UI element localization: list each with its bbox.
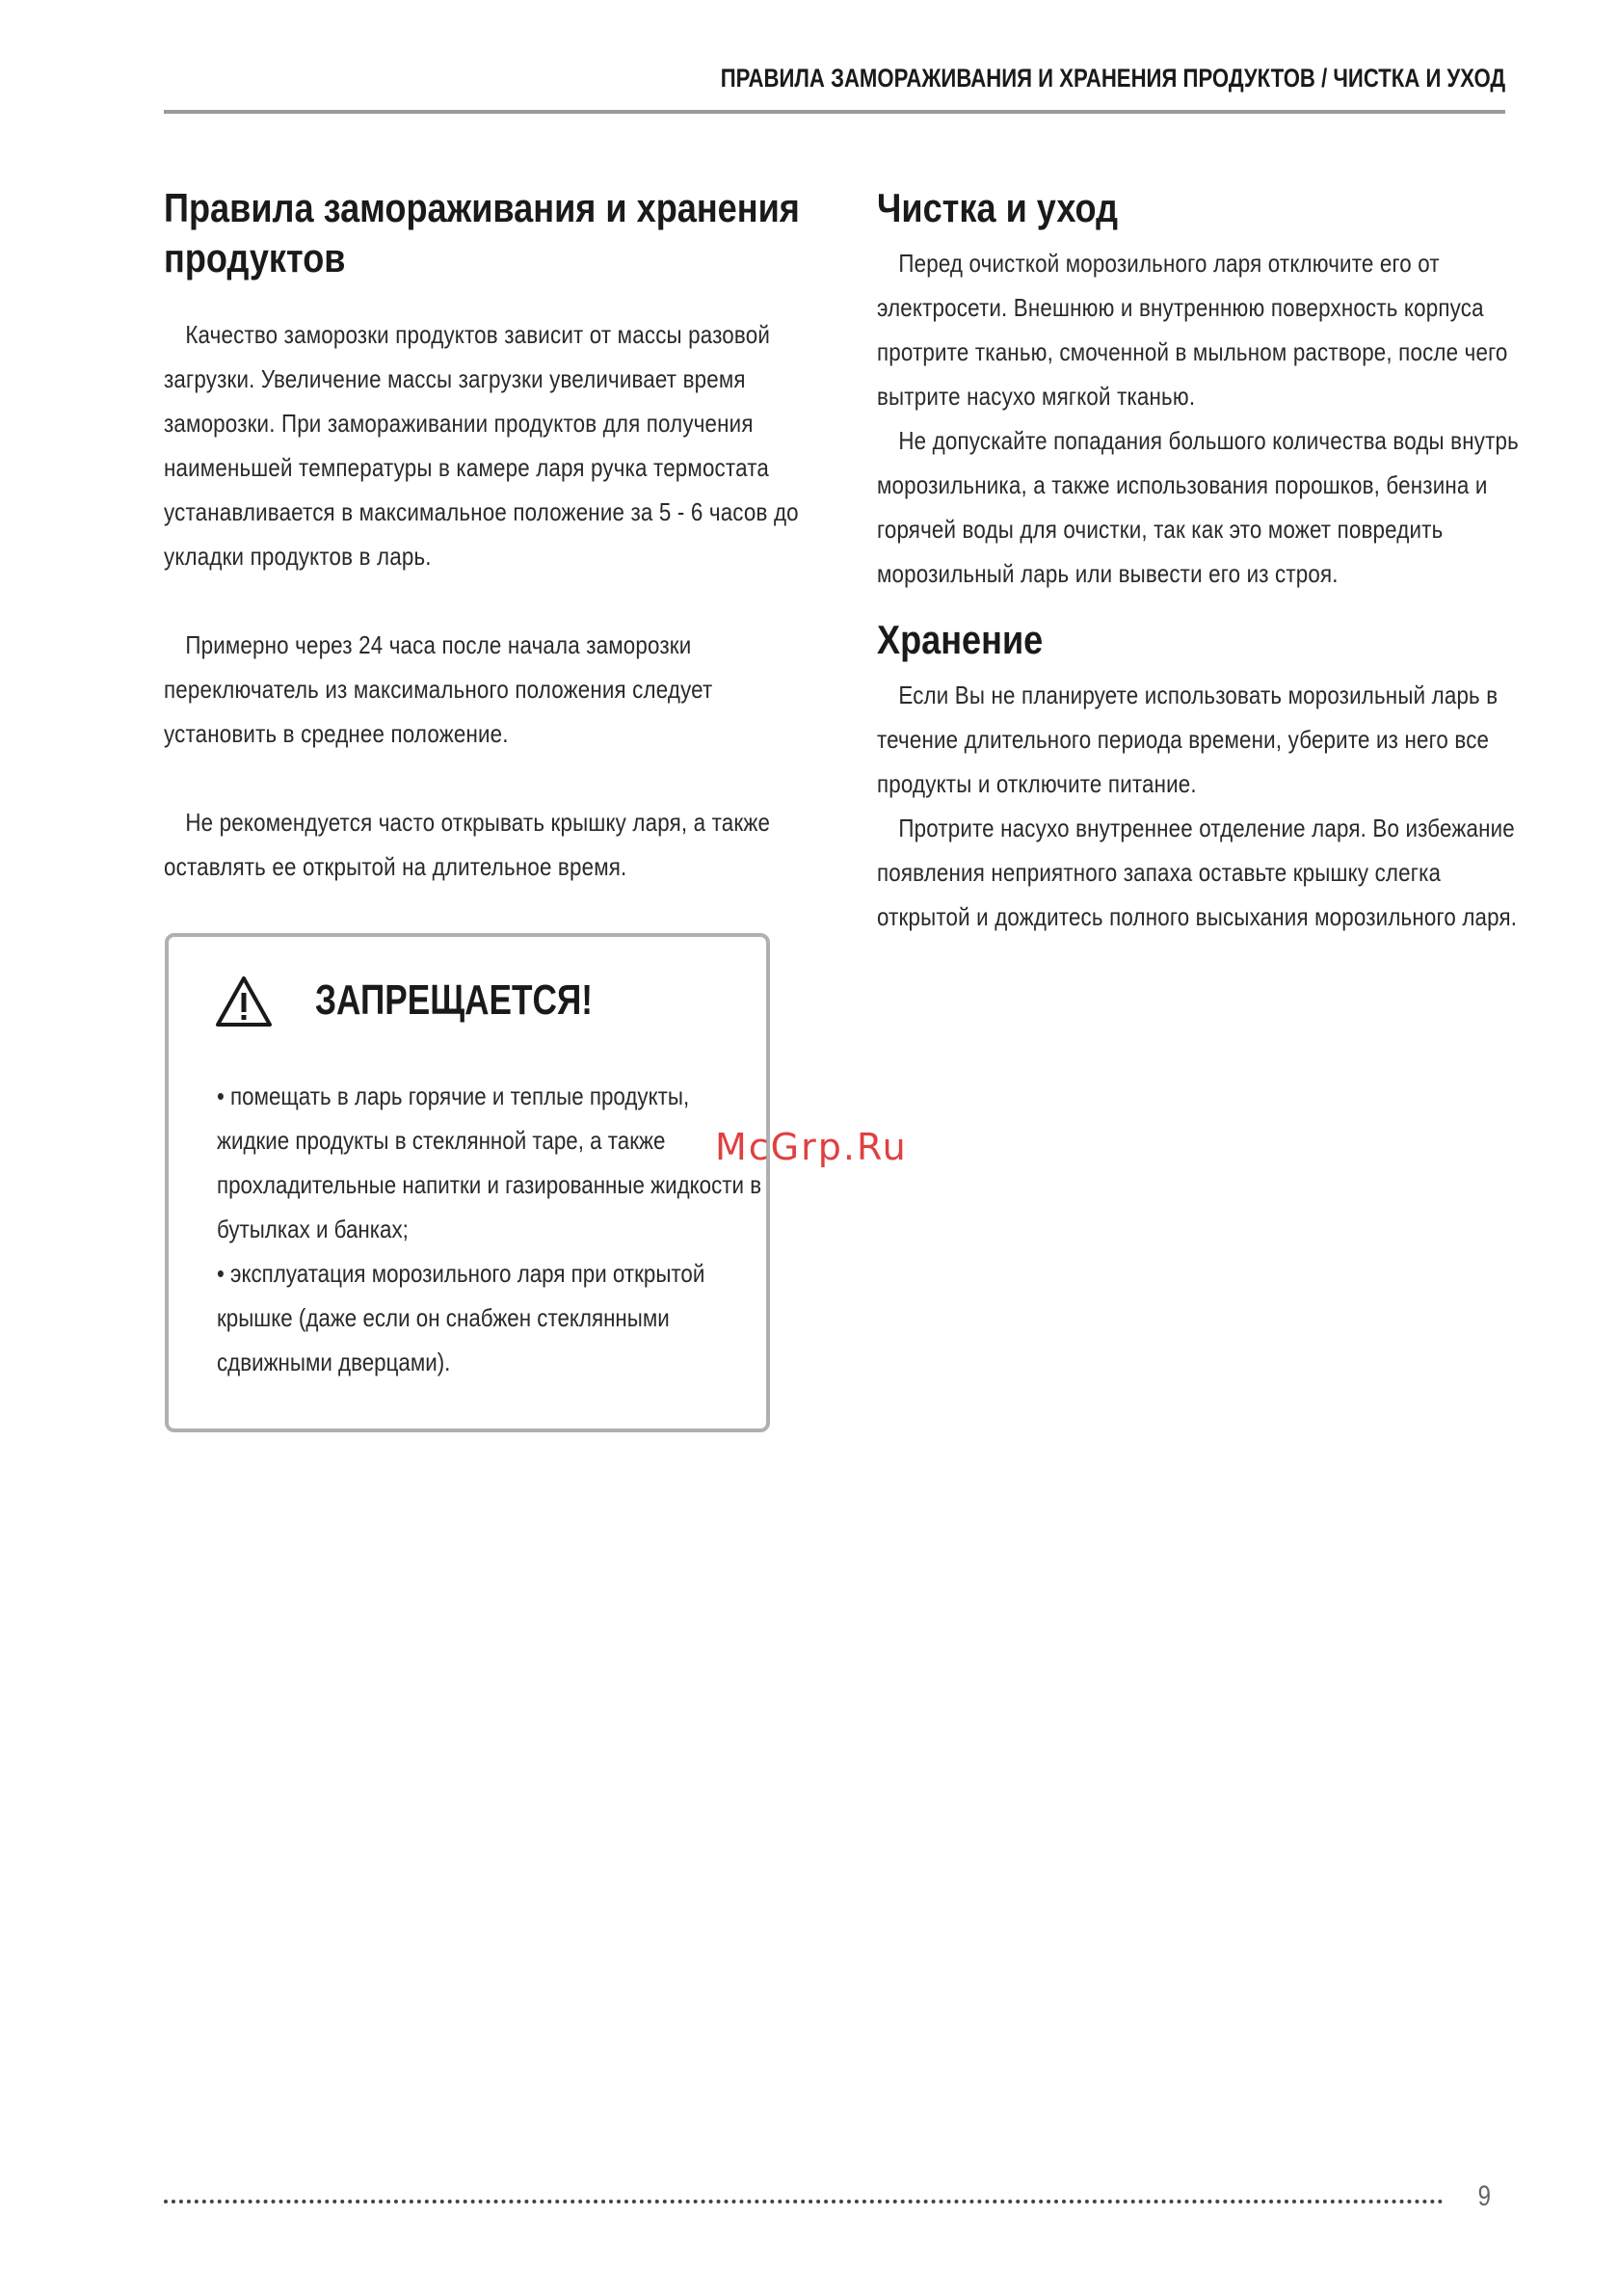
page-number: 9 [1477, 2180, 1492, 2212]
cleaning-paragraph-2: Не допускайте попадания большого количества воды внутрь морозильника, а также использования порошков, бензина и горячей воды для очистки, так как это может повредить морозильный ларь или вывести его из строя. [877, 426, 1519, 588]
watermark: McGrp.Ru [715, 1126, 908, 1168]
right-column [877, 183, 1523, 939]
footer-dotted-rule [164, 2200, 1444, 2203]
storage-heading: Хранение [877, 617, 1044, 662]
warning-list [217, 1074, 764, 1384]
freezing-paragraph-1: Качество заморозки продуктов зависит от массы разовой загрузки. Увеличение массы загрузки увеличивает время заморозки. При замораживании продуктов для получения наименьшей температуры в камере ларя ручка термостата устанавливается в максимальное положение за 5 - 6 часов до укладки продуктов в ларь. [164, 320, 799, 571]
header-rule [164, 110, 1505, 114]
freezing-heading: Правила замораживания и хранения продуктов [164, 185, 800, 280]
left-column [164, 183, 809, 889]
freezing-paragraph-3: Не рекомендуется часто открывать крышку ларя, а также оставлять ее открытой на длительное время. [164, 808, 771, 881]
warning-title: ЗАПРЕЩАЕТСЯ! [315, 976, 593, 1024]
warning-item: • помещать в ларь горячие и теплые продукты, жидкие продукты в стеклянной таре, а также прохладительные напитки и газированные жидкости в бутылках и банках; [217, 1081, 762, 1243]
warning-box [165, 933, 770, 1432]
cleaning-paragraph-1: Перед очисткой морозильного ларя отключите его от электросети. Внешнюю и внутреннюю поверхность корпуса протрите тканью, смоченной в мыльном растворе, после чего вытрите насухо мягкой тканью. [877, 249, 1508, 411]
warning-item: • эксплуатация морозильного ларя при открытой крышке (даже если он снабжен стеклянными сдвижными дверцами). [217, 1259, 705, 1376]
storage-paragraph-2: Протрите насухо внутреннее отделение ларя. Во избежание появления неприятного запаха оставьте крышку слегка открытой и дождитесь полного высыхания морозильного ларя. [877, 814, 1518, 931]
running-header: ПРАВИЛА ЗАМОРАЖИВАНИЯ И ХРАНЕНИЯ ПРОДУКТОВ / ЧИСТКА И УХОД [720, 64, 1505, 93]
freezing-paragraph-2: Примерно через 24 часа после начала заморозки переключатель из максимального положения следует установить в среднее положение. [164, 630, 713, 748]
cleaning-heading: Чистка и уход [877, 185, 1119, 230]
storage-paragraph-1: Если Вы не планируете использовать морозильный ларь в течение длительного периода времени, уберите из него все продукты и отключите питание. [877, 681, 1499, 798]
warning-triangle-icon [215, 975, 273, 1028]
